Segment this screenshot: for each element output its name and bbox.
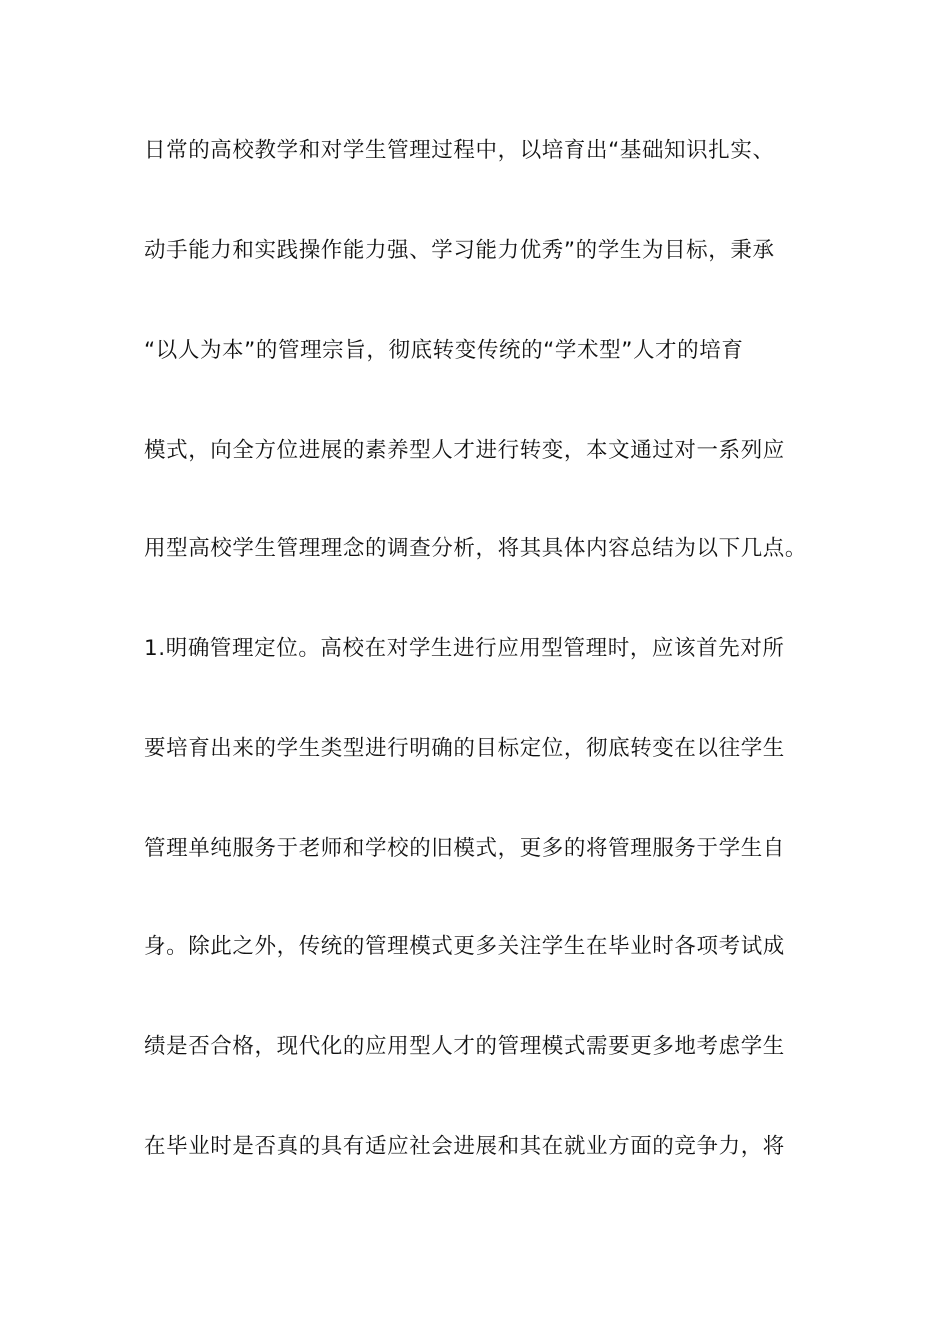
text-line: 管理单纯服务于老师和学校的旧模式，更多的将管理服务于学生自	[144, 836, 785, 861]
text-line: 1.明确管理定位。高校在对学生进行应用型管理时，应该首先对所	[144, 636, 785, 661]
text-line: 用型高校学生管理理念的调查分析，将其具体内容总结为以下几点。	[144, 536, 808, 561]
text-line: 日常的高校教学和对学生管理过程中，以培育出“基础知识扎实、	[144, 138, 775, 163]
text-line: 身。除此之外，传统的管理模式更多关注学生在毕业时各项考试成	[144, 934, 785, 959]
text-line: “以人为本”的管理宗旨，彻底转变传统的“学术型”人才的培育	[144, 338, 744, 363]
text-line: 要培育出来的学生类型进行明确的目标定位，彻底转变在以往学生	[144, 736, 785, 761]
text-line: 在毕业时是否真的具有适应社会进展和其在就业方面的竞争力，将	[144, 1134, 785, 1159]
text-line: 动手能力和实践操作能力强、学习能力优秀”的学生为目标，秉承	[144, 238, 775, 263]
text-line: 模式，向全方位进展的素养型人才进行转变，本文通过对一系列应	[144, 438, 785, 463]
text-line: 绩是否合格，现代化的应用型人才的管理模式需要更多地考虑学生	[144, 1034, 785, 1059]
